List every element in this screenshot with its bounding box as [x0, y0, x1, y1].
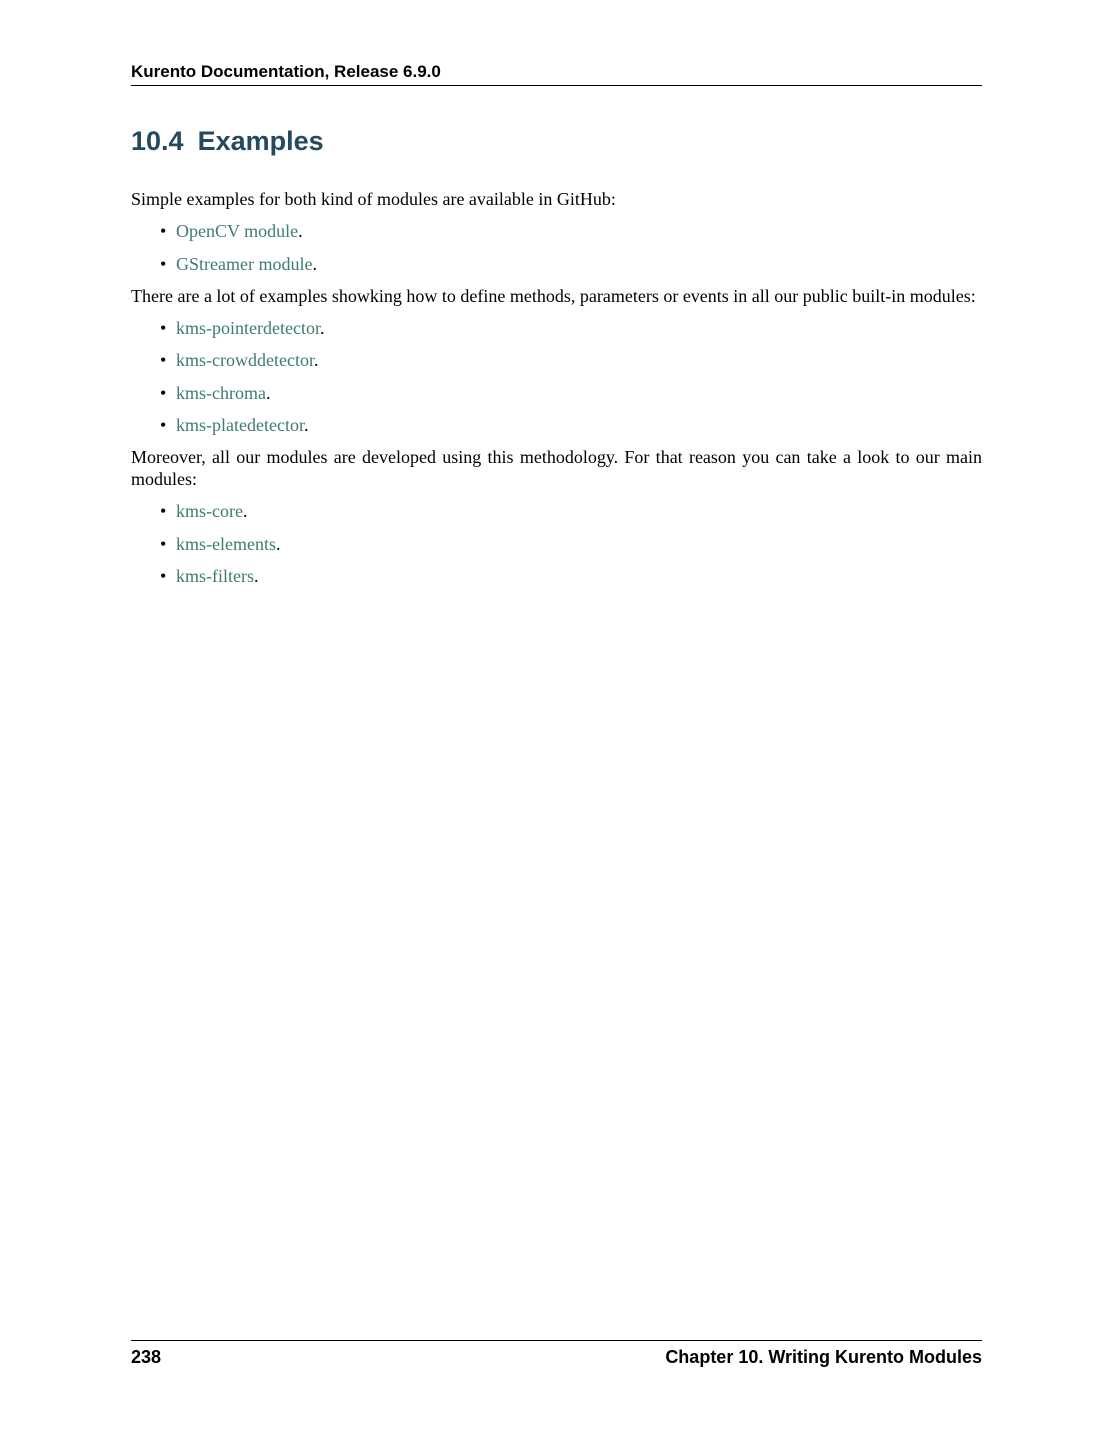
header-title: Kurento Documentation, Release 6.9.0 — [131, 62, 441, 81]
list-item: • kms-elements. — [160, 533, 281, 554]
bullet: • — [160, 501, 167, 521]
kms-chroma-link[interactable]: kms-chroma — [176, 382, 266, 403]
list-item: • kms-crowddetector. — [160, 350, 319, 370]
kms-core-link[interactable]: kms-core — [176, 501, 243, 521]
section-body — [131, 188, 982, 597]
bullet: • — [160, 415, 167, 435]
bullet: • — [160, 350, 167, 370]
builtin-module-list — [160, 317, 982, 437]
kms-platedetector-link[interactable]: kms-platedetector — [176, 415, 304, 435]
list-item: • kms-core. — [160, 501, 248, 521]
bullet: • — [160, 221, 167, 241]
kms-pointerdetector-link[interactable]: kms-pointerdetector — [176, 317, 320, 338]
chapter-title: Chapter 10. Writing Kurento Modules — [665, 1347, 982, 1367]
bullet: • — [160, 566, 167, 586]
main-module-list — [160, 500, 982, 587]
gstreamer-module-link[interactable]: GStreamer module — [176, 253, 313, 274]
running-footer — [131, 1340, 982, 1368]
kms-filters-link[interactable]: kms-filters — [176, 566, 254, 586]
kms-crowddetector-link[interactable]: kms-crowddetector — [176, 350, 314, 370]
running-header — [131, 62, 982, 86]
list-item: • kms-pointerdetector. — [160, 317, 325, 338]
section-title: Examples — [197, 126, 324, 156]
main-modules-paragraph: Moreover, all our modules are developed using this methodology. For that reason you can take a look to our main modules: — [131, 447, 982, 489]
bullet: • — [160, 253, 167, 274]
list-item: • kms-platedetector. — [160, 415, 309, 435]
list-item: • OpenCV module. — [160, 221, 303, 241]
page-number: 238 — [131, 1347, 162, 1367]
intro-paragraph: Simple examples for both kind of modules are available in GitHub: — [131, 189, 616, 209]
bullet: • — [160, 317, 167, 338]
github-example-list — [160, 220, 982, 275]
list-item: • GStreamer module. — [160, 253, 317, 274]
bullet: • — [160, 533, 167, 554]
builtin-paragraph: There are a lot of examples showking how to define methods, parameters or events in all our public built-in modules: — [131, 285, 976, 306]
section-heading — [131, 126, 324, 157]
section-number: 10.4 — [131, 126, 184, 156]
opencv-module-link[interactable]: OpenCV module — [176, 221, 299, 241]
list-item: • kms-filters. — [160, 566, 259, 586]
bullet: • — [160, 382, 167, 403]
list-item: • kms-chroma. — [160, 382, 271, 403]
kms-elements-link[interactable]: kms-elements — [176, 533, 276, 554]
